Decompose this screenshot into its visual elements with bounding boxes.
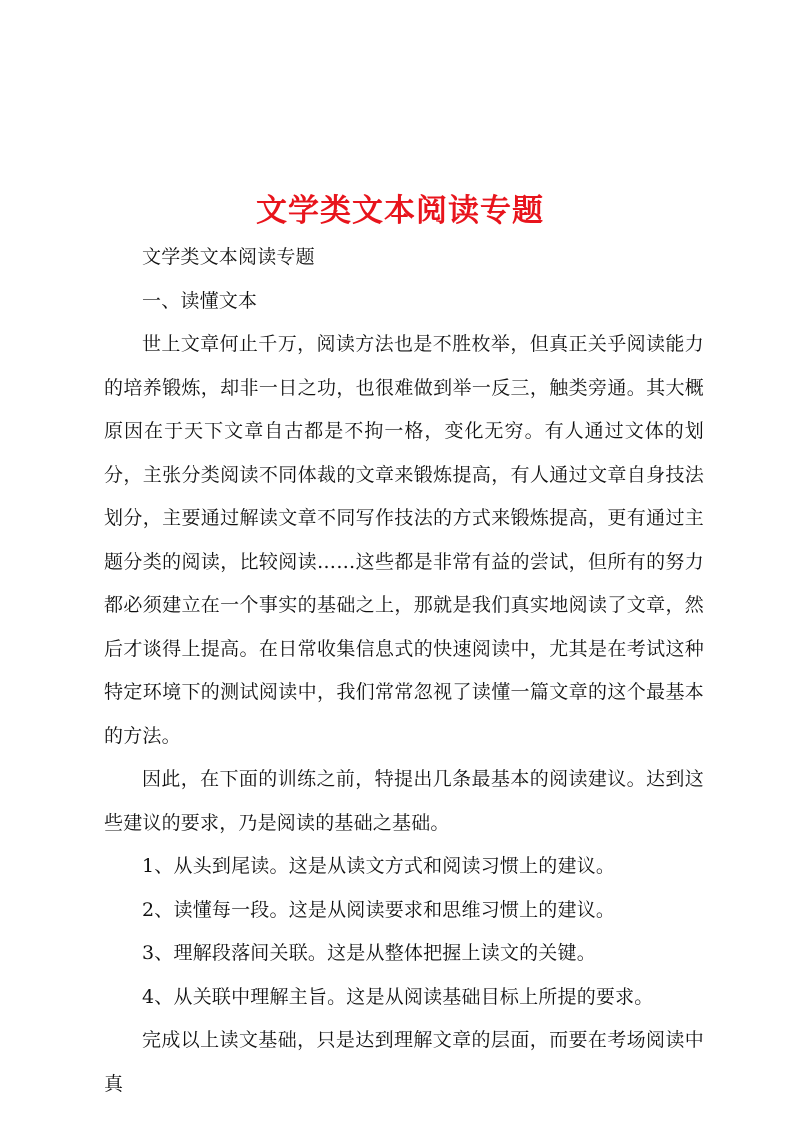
- list-item-4: 4、从关联中理解主旨。这是从阅读基础目标上所提的要求。: [142, 985, 654, 1008]
- list-item-1: 1、从头到尾读。这是从读文方式和阅读习惯上的建议。: [142, 855, 616, 877]
- paragraph-conclusion: 完成以上读文基础，只是达到理解文章的层面，而要在考场阅读中真: [104, 1029, 704, 1095]
- document-title: 文学类文本阅读专题: [256, 192, 544, 229]
- paragraph-intro: 世上文章何止千万，阅读方法也是不胜枚举，但真正关乎阅读能力的培养锻炼，却非一日之功，也很难做到举一反三，触类旁通。其大概原因在于天下文章自古都是不拘一格，变化无穷。有人通过文体的划分，主张分类阅读不同体裁的文章来锻炼提高，有人通过文章自身技法划分，主要通过解读文章不同写作技法的方式来锻炼提高，更有通过主题分类的阅读，比较阅读……这些都是非常有益的尝试，但所有的努力都必须建立在一个事实的基础之上，那就是我们真实地阅读了文章，然后才谈得上提高。在日常收集信息式的快速阅读中，尤其是在考试这种特定环境下的测试阅读中，我们常常忽视了读懂一篇文章的这个最基本的方法。: [104, 333, 704, 747]
- body-heading: 文学类文本阅读专题: [142, 246, 315, 268]
- list-item-3: 3、理解段落间关联。这是从整体把握上读文的关键。: [142, 942, 596, 964]
- list-item-2: 2、读懂每一段。这是从阅读要求和思维习惯上的建议。: [142, 898, 616, 921]
- section-heading: 一、读懂文本: [142, 289, 258, 312]
- document-body: [104, 236, 704, 1106]
- paragraph-suggestions: 因此，在下面的训练之前，特提出几条最基本的阅读建议。达到这些建议的要求，乃是阅读的基础之基础。: [104, 768, 704, 834]
